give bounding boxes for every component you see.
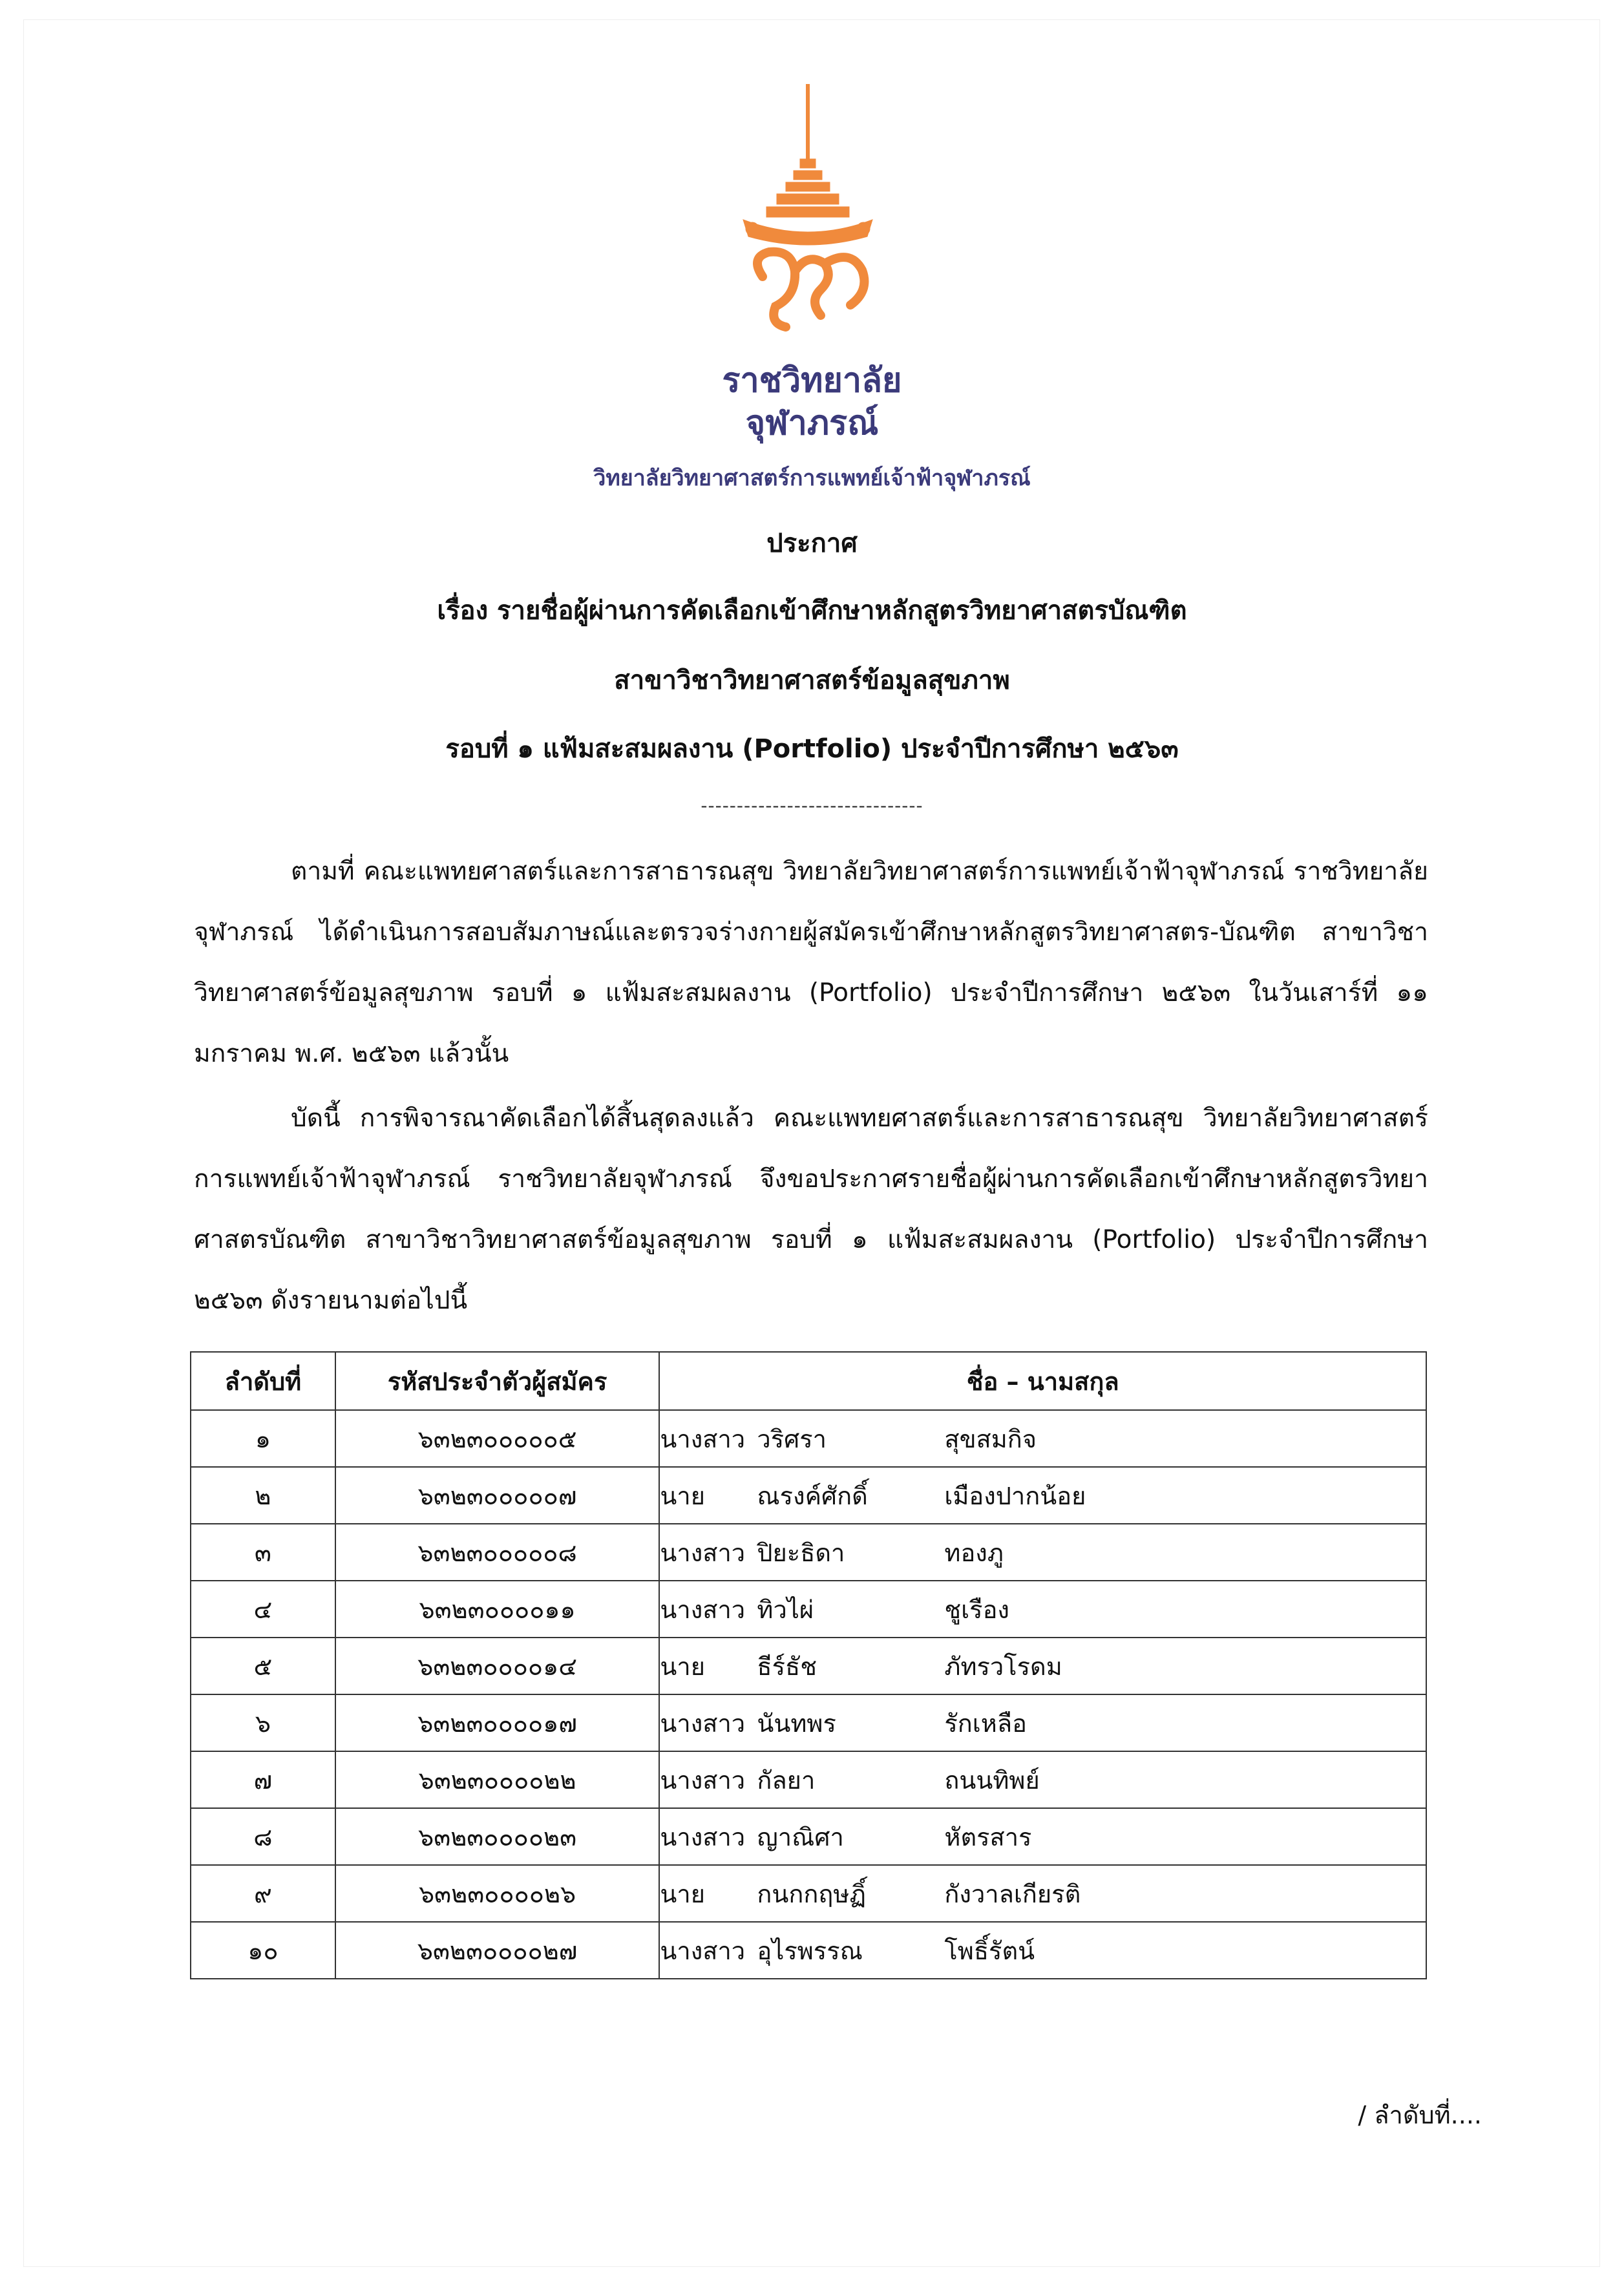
cell-full-name: [659, 1865, 1426, 1922]
cell-order: ๓: [191, 1524, 335, 1581]
body-paragraph-2: บัดนี้ การพิจารณาคัดเลือกได้สิ้นสุดลงแล้ว คณะแพทยศาสตร์และการสาธารณสุข วิทยาลัยวิทยาศาสตร์การแพทย์เจ้าฟ้าจุฬาภรณ์ ราชวิทยาลัยจุฬาภรณ์ จึงขอประกาศรายชื่อผู้ผ่านการคัดเลือกเข้าศึกษาหลักสูตรวิทยาศาสตรบัณฑิต สาขาวิชาวิทยาศาสตร์ข้อมูลสุขภาพ รอบที่ ๑ แฟ้มสะสมผลงาน (Portfolio) ประจำปีการศึกษา ๒๕๖๓ ดังรายนามต่อไปนี้: [194, 1104, 1428, 1315]
first-name: วริศรา: [757, 1424, 827, 1453]
institution-name-line2: จุฬาภรณ์: [745, 404, 879, 443]
first-name: ธีร์ธัช: [757, 1652, 817, 1681]
name-title: นาย: [660, 1481, 705, 1510]
cell-full-name: [659, 1694, 1426, 1751]
first-name: กนกกฤษฏิ์: [757, 1879, 866, 1908]
first-name: ทิวไผ่: [757, 1595, 814, 1624]
cell-order: ๒: [191, 1467, 335, 1524]
candidates-table: [190, 1351, 1427, 1979]
table-row: [191, 1467, 1426, 1524]
name-title: นางสาว: [660, 1765, 746, 1795]
cell-applicant-id: ๖๓๒๓๐๐๐๐๒๗: [335, 1922, 660, 1979]
name-title: นางสาว: [660, 1822, 746, 1851]
first-name: ญาณิศา: [757, 1822, 844, 1851]
last-name: สุขสมกิจ: [944, 1424, 1037, 1453]
first-name: อุไรพรรณ: [757, 1936, 863, 1965]
last-name: เมืองปากน้อย: [944, 1481, 1086, 1510]
cell-full-name: [659, 1410, 1426, 1467]
table-row: [191, 1808, 1426, 1865]
cell-order: ๘: [191, 1808, 335, 1865]
institution-name-line1: ราชวิทยาลัย: [722, 361, 902, 400]
last-name: กังวาลเกียรติ: [944, 1879, 1081, 1908]
last-name: โพธิ์รัตน์: [944, 1936, 1035, 1965]
cell-full-name: [659, 1922, 1426, 1979]
table-row: [191, 1922, 1426, 1979]
cell-order: ๕: [191, 1638, 335, 1694]
name-title: นางสาว: [660, 1538, 746, 1567]
institution-name: [0, 359, 1624, 445]
last-name: ทองภู: [944, 1538, 1004, 1567]
continuation-note: / ลำดับที่....: [1358, 2101, 1482, 2129]
cell-order: ๑: [191, 1410, 335, 1467]
table-row: [191, 1865, 1426, 1922]
table-header-row: [191, 1352, 1426, 1410]
first-name: ปิยะธิดา: [757, 1538, 845, 1567]
cell-applicant-id: ๖๓๒๓๐๐๐๐๐๕: [335, 1410, 660, 1467]
table-row: [191, 1694, 1426, 1751]
cell-full-name: [659, 1581, 1426, 1638]
institution-subtitle: [0, 460, 1624, 495]
name-title: นางสาว: [660, 1595, 746, 1624]
first-name: กัลยา: [757, 1765, 816, 1795]
header-order: ลำดับที่: [191, 1352, 335, 1410]
name-title: นาย: [660, 1879, 705, 1908]
institution-logo: [724, 83, 892, 341]
last-name: ชูเรือง: [944, 1595, 1009, 1624]
cell-applicant-id: ๖๓๒๓๐๐๐๐๐๗: [335, 1467, 660, 1524]
announcement-subject-line3: รอบที่ ๑ แฟ้มสะสมผลงาน (Portfolio) ประจำปีการศึกษา ๒๕๖๓: [445, 734, 1179, 764]
cell-full-name: [659, 1638, 1426, 1694]
cell-applicant-id: ๖๓๒๓๐๐๐๐๒๖: [335, 1865, 660, 1922]
first-name: ณรงค์ศักดิ์: [757, 1481, 868, 1510]
separator-line: -------------------------------: [701, 795, 923, 816]
name-title: นางสาว: [660, 1709, 746, 1738]
name-title: นาย: [660, 1652, 705, 1681]
cell-full-name: [659, 1751, 1426, 1808]
cell-applicant-id: ๖๓๒๓๐๐๐๐๒๒: [335, 1751, 660, 1808]
name-title: นางสาว: [660, 1936, 746, 1965]
table-row: [191, 1638, 1426, 1694]
table-row: [191, 1751, 1426, 1808]
cell-applicant-id: ๖๓๒๓๐๐๐๐๐๘: [335, 1524, 660, 1581]
table-row: [191, 1524, 1426, 1581]
cell-order: ๗: [191, 1751, 335, 1808]
last-name: หัตรสาร: [944, 1822, 1032, 1851]
cell-order: ๑๐: [191, 1922, 335, 1979]
table-row: [191, 1410, 1426, 1467]
cell-full-name: [659, 1467, 1426, 1524]
cell-full-name: [659, 1524, 1426, 1581]
name-title: นางสาว: [660, 1424, 746, 1453]
last-name: รักเหลือ: [944, 1709, 1027, 1738]
table-row: [191, 1581, 1426, 1638]
cell-applicant-id: ๖๓๒๓๐๐๐๐๑๑: [335, 1581, 660, 1638]
cell-order: ๖: [191, 1694, 335, 1751]
last-name: ภัทรวโรดม: [944, 1652, 1062, 1681]
institution-subtitle-text: วิทยาลัยวิทยาศาสตร์การแพทย์เจ้าฟ้าจุฬาภรณ์: [593, 465, 1031, 491]
header-full-name: ชื่อ – นามสกุล: [659, 1352, 1426, 1410]
announcement-subject-line1: เรื่อง รายชื่อผู้ผ่านการคัดเลือกเข้าศึกษาหลักสูตรวิทยาศาสตรบัณฑิต: [437, 596, 1187, 626]
cell-full-name: [659, 1808, 1426, 1865]
cell-applicant-id: ๖๓๒๓๐๐๐๐๑๔: [335, 1638, 660, 1694]
announcement-heading: ประกาศ: [766, 529, 858, 558]
cell-applicant-id: ๖๓๒๓๐๐๐๐๑๗: [335, 1694, 660, 1751]
header-applicant-id: รหัสประจำตัวผู้สมัคร: [335, 1352, 660, 1410]
announcement-subject-line2: สาขาวิชาวิทยาศาสตร์ข้อมูลสุขภาพ: [614, 666, 1010, 695]
body-paragraph-1: ตามที่ คณะแพทยศาสตร์และการสาธารณสุข วิทยาลัยวิทยาศาสตร์การแพทย์เจ้าฟ้าจุฬาภรณ์ ราชวิทยาลัยจุฬาภรณ์ ได้ดำเนินการสอบสัมภาษณ์และตรวจร่างกายผู้สมัครเข้าศึกษาหลักสูตรวิทยาศาสตร-บัณฑิต สาขาวิชาวิทยาศาสตร์ข้อมูลสุขภาพ รอบที่ ๑ แฟ้มสะสมผลงาน (Portfolio) ประจำปีการศึกษา ๒๕๖๓ ในวันเสาร์ที่ ๑๑ มกราคม พ.ศ. ๒๕๖๓ แล้วนั้น: [194, 857, 1428, 1068]
cell-order: ๙: [191, 1865, 335, 1922]
cell-applicant-id: ๖๓๒๓๐๐๐๐๒๓: [335, 1808, 660, 1865]
first-name: นันทพร: [757, 1709, 836, 1738]
cell-order: ๔: [191, 1581, 335, 1638]
last-name: ถนนทิพย์: [944, 1765, 1040, 1795]
